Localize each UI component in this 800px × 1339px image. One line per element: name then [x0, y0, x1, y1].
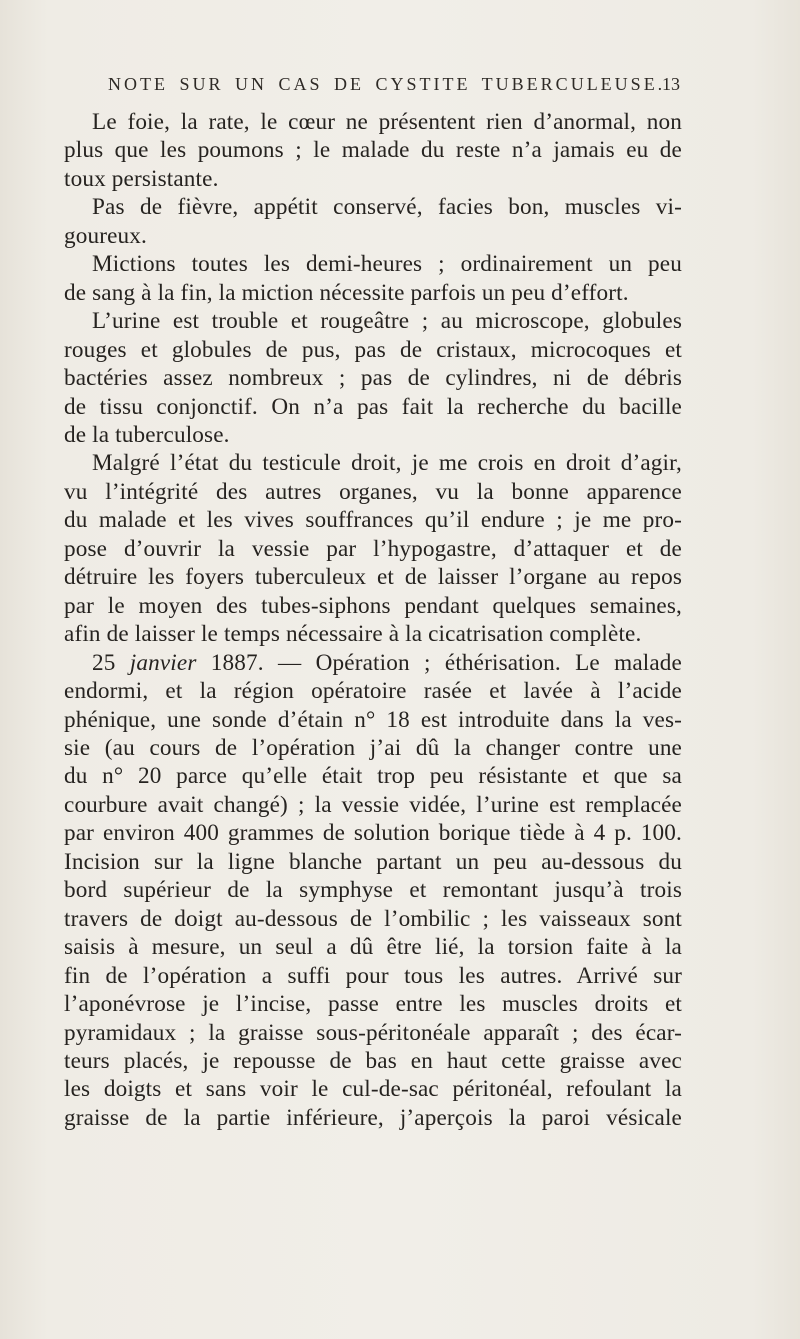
text-line: de tissu conjonctif. On n’a pas fait la recherche du bacille	[64, 393, 682, 420]
text-line: les doigts et sans voir le cul-de-sac péritonéal, refoulant la	[64, 1076, 682, 1103]
text-line: Incision sur la ligne blanche partant un peu au-dessous du	[64, 848, 682, 875]
text-line	[64, 649, 682, 677]
text-line: Le foie, la rate, le cœur ne présentent rien d’anormal, non	[92, 109, 682, 135]
text-line: pyramidaux ; la graisse sous-péritonéale apparaît ; des écar-	[64, 1019, 682, 1046]
text-line: afin de laisser le temps nécessaire à la cicatrisation complète.	[64, 621, 642, 648]
text-line: Pas de fièvre, appétit conservé, facies bon, muscles vi-	[92, 194, 682, 221]
text-line: teurs placés, je repousse de bas en haut cette graisse avec	[64, 1047, 682, 1074]
text-line: sie (au cours de l’opération j’ai dû la changer contre une	[64, 734, 682, 761]
text-line: l’aponévrose je l’incise, passe entre les muscles droits et	[64, 991, 682, 1018]
text-line: vu l’intégrité des autres organes, vu la bonne apparence	[64, 478, 682, 505]
text-line: toux persistante.	[64, 165, 219, 192]
text-line: pose d’ouvrir la vessie par l’hypogastre, d’attaquer et de	[64, 535, 682, 562]
page-number: 13	[662, 74, 680, 94]
text-line: rouges et globules de pus, pas de cristaux, microcoques et	[64, 336, 682, 363]
text-line: de la tuberculose.	[64, 421, 230, 448]
line-text: 1887. — Opération ; éthérisation. Le malade	[196, 649, 682, 676]
text-line: Mictions toutes les demi-heures ; ordinairement un peu	[92, 251, 682, 278]
text-line: fin de l’opération a suffi pour tous les autres. Arrivé sur	[64, 962, 682, 989]
text-line: Malgré l’état du testicule droit, je me crois en droit d’agir,	[92, 450, 682, 477]
text-line: travers de doigt au-dessous de l’ombilic ; les vaisseaux sont	[64, 905, 682, 932]
text-line: bactéries assez nombreux ; pas de cylindres, ni de débris	[64, 365, 682, 392]
text-line: du n° 20 parce qu’elle était trop peu résistante et que sa	[64, 763, 682, 790]
text-line: endormi, et la région opératoire rasée et lavée à l’acide	[64, 678, 682, 705]
date-month: janvier	[129, 649, 197, 676]
date-day: 25	[92, 649, 130, 676]
text-line: saisis à mesure, un seul a dû être lié, la torsion faite à la	[64, 934, 682, 961]
text-line: courbure avait changé) ; la vessie vidée, l’urine est remplacée	[64, 791, 682, 818]
text-line: détruire les foyers tuberculeux et de laisser l’organe au repos	[64, 564, 682, 591]
text-line: bord supérieur de la symphyse et remontant jusqu’à trois	[64, 877, 682, 904]
running-title: NOTE SUR UN CAS DE CYSTITE TUBERCULEUSE.	[108, 74, 666, 94]
text-line: phénique, une sonde d’étain n° 18 est introduite dans la ves-	[64, 706, 682, 733]
text-line: goureux.	[64, 222, 147, 249]
text-line: graisse de la partie inférieure, j’aperçois la paroi vésicale	[64, 1104, 682, 1131]
text-line: L’urine est trouble et rougeâtre ; au microscope, globules	[92, 308, 682, 335]
running-head	[108, 74, 680, 104]
text-line: du malade et les vives souffrances qu’il endure ; je me pro-	[64, 507, 682, 534]
text-line: de sang à la fin, la miction nécessite parfois un peu d’effort.	[64, 279, 629, 306]
text-line: par environ 400 grammes de solution borique tiède à 4 p. 100.	[64, 820, 682, 847]
body-text	[64, 108, 682, 1132]
text-line: plus que les poumons ; le malade du reste n’a jamais eu de	[64, 137, 682, 164]
text-line: par le moyen des tubes-siphons pendant quelques semaines,	[64, 592, 682, 619]
